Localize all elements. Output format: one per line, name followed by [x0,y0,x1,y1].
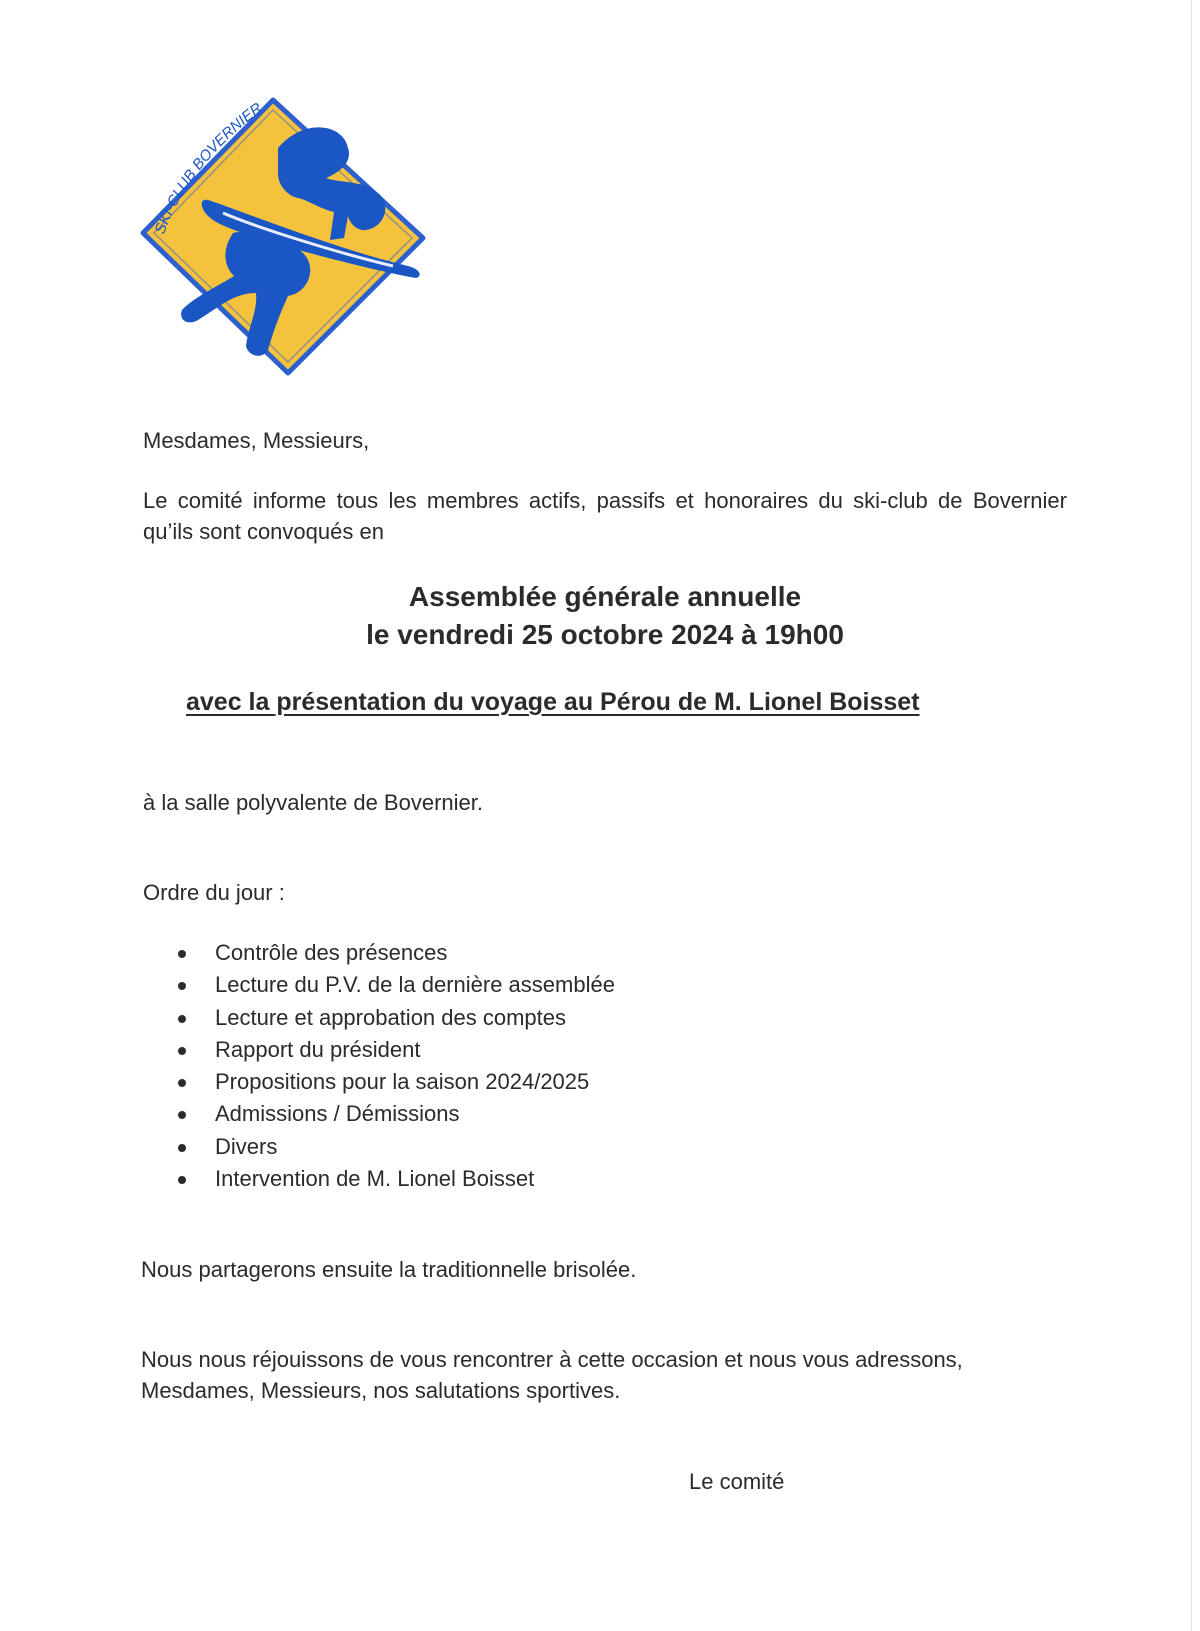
agenda-item: Lecture et approbation des comptes [178,1002,615,1034]
closing-paragraph: Nous nous réjouissons de vous rencontrer à cette occasion et nous vous adressons, Mesdames, Messieurs, nos salutations sportives. [141,1347,963,1403]
agenda-list [178,937,615,1195]
bullet-icon [178,950,186,958]
agenda-item: Intervention de M. Lionel Boisset [178,1163,615,1195]
agenda-item: Divers [178,1131,615,1163]
meeting-title: Assemblée générale annuelle [408,581,802,612]
brisolee-line: Nous partagerons ensuite la traditionnelle brisolée. [141,1257,637,1282]
agenda-item: Contrôle des présences [178,937,615,969]
agenda-item: Lecture du P.V. de la dernière assemblée [178,969,615,1001]
venue-line: à la salle polyvalente de Bovernier. [143,790,483,815]
bullet-icon [178,1015,186,1023]
greeting: Mesdames, Messieurs, [143,428,370,453]
bullet-icon [178,1111,186,1119]
ski-club-logo [138,88,438,378]
bullet-icon [178,1079,186,1087]
signature: Le comité [689,1469,785,1494]
agenda-item: Rapport du président [178,1034,615,1066]
agenda-item: Admissions / Démissions [178,1098,615,1130]
bullet-icon [178,1176,186,1184]
agenda-item: Propositions pour la saison 2024/2025 [178,1066,615,1098]
agenda-title: Ordre du jour : [143,880,285,905]
bullet-icon [178,982,186,990]
presentation-subheading: avec la présentation du voyage au Pérou de M. Lionel Boisset [186,688,920,716]
logo-text: SKI-CLUB BOVERNIER [151,99,266,237]
bullet-icon [178,1047,186,1055]
bullet-icon [178,1144,186,1152]
meeting-date: le vendredi 25 octobre 2024 à 19h00 [366,619,844,650]
intro-paragraph: Le comité informe tous les membres actifs, passifs et honoraires du ski-club de Bovernier qu’ils sont convoqués en [143,488,1067,544]
scan-edge-line [1191,0,1192,1631]
